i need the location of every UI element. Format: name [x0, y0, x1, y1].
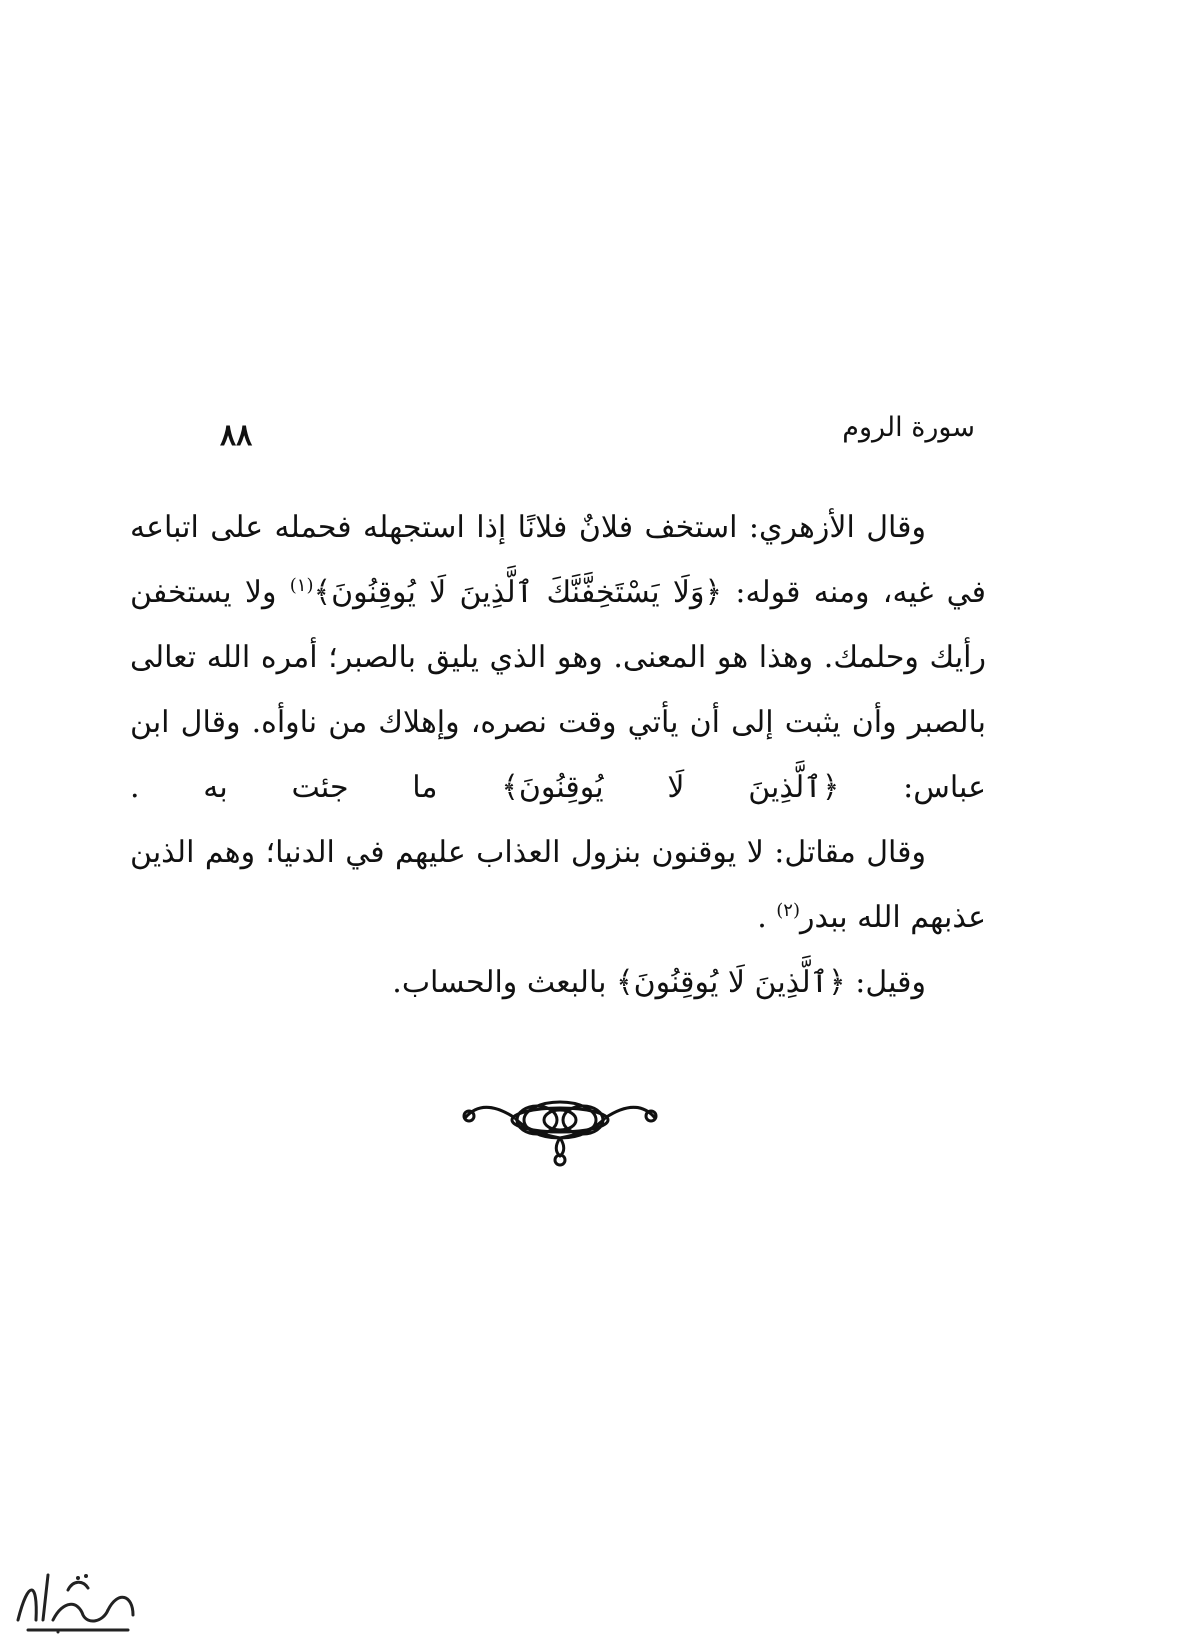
- paragraph-text: وقال مقاتل: لا يوقنون بنزول العذاب عليهم في الدنيا؛ وهم الذين عذبهم الله ببدر: [130, 835, 986, 935]
- knot-ornament-icon: [455, 1090, 665, 1170]
- quran-quote: ﴿ٱلَّذِينَ لَا يُوقِنُونَ﴾: [501, 770, 840, 805]
- page-header: [220, 412, 975, 468]
- paragraph-text: وقال الأزهري: استخف فلانٌ فلانًا إذا استجهله فحمله على اتباعه في غيه، ومنه قوله:: [130, 510, 986, 610]
- paragraph-text: ما جئت به .: [130, 770, 502, 805]
- quran-quote: ﴿ٱلَّذِينَ لَا يُوقِنُونَ﴾: [615, 965, 846, 1000]
- paragraph-muqatil: [130, 820, 986, 950]
- paragraph-azhari: [130, 495, 986, 820]
- page-number: ٨٨: [220, 418, 253, 453]
- paragraph-text: ولا يستخفن رأيك وحلمك. وهذا هو المعنى. وهو الذي يليق بالصبر؛ أمره الله تعالى بالصبر وأن يثبت إلى أن يأتي وقت نصره، وإهلاك من ناوأه. وقال ابن عباس:: [130, 575, 986, 805]
- body-text: [130, 495, 986, 1015]
- calligraphy-logo-icon: [8, 1560, 143, 1640]
- paragraph-qila: [130, 950, 986, 1015]
- paragraph-text: بالبعث والحساب.: [392, 965, 616, 1000]
- footnote-marker: (١): [289, 575, 314, 596]
- running-title: سورة الروم: [842, 412, 975, 443]
- paragraph-text: وقيل:: [845, 965, 926, 1000]
- footnote-marker: (٢): [776, 900, 800, 921]
- quran-quote: ﴿وَلَا يَسْتَخِفَّنَّكَ ٱلَّذِينَ لَا يُوقِنُونَ﴾: [313, 575, 723, 610]
- paragraph-text: .: [757, 900, 777, 935]
